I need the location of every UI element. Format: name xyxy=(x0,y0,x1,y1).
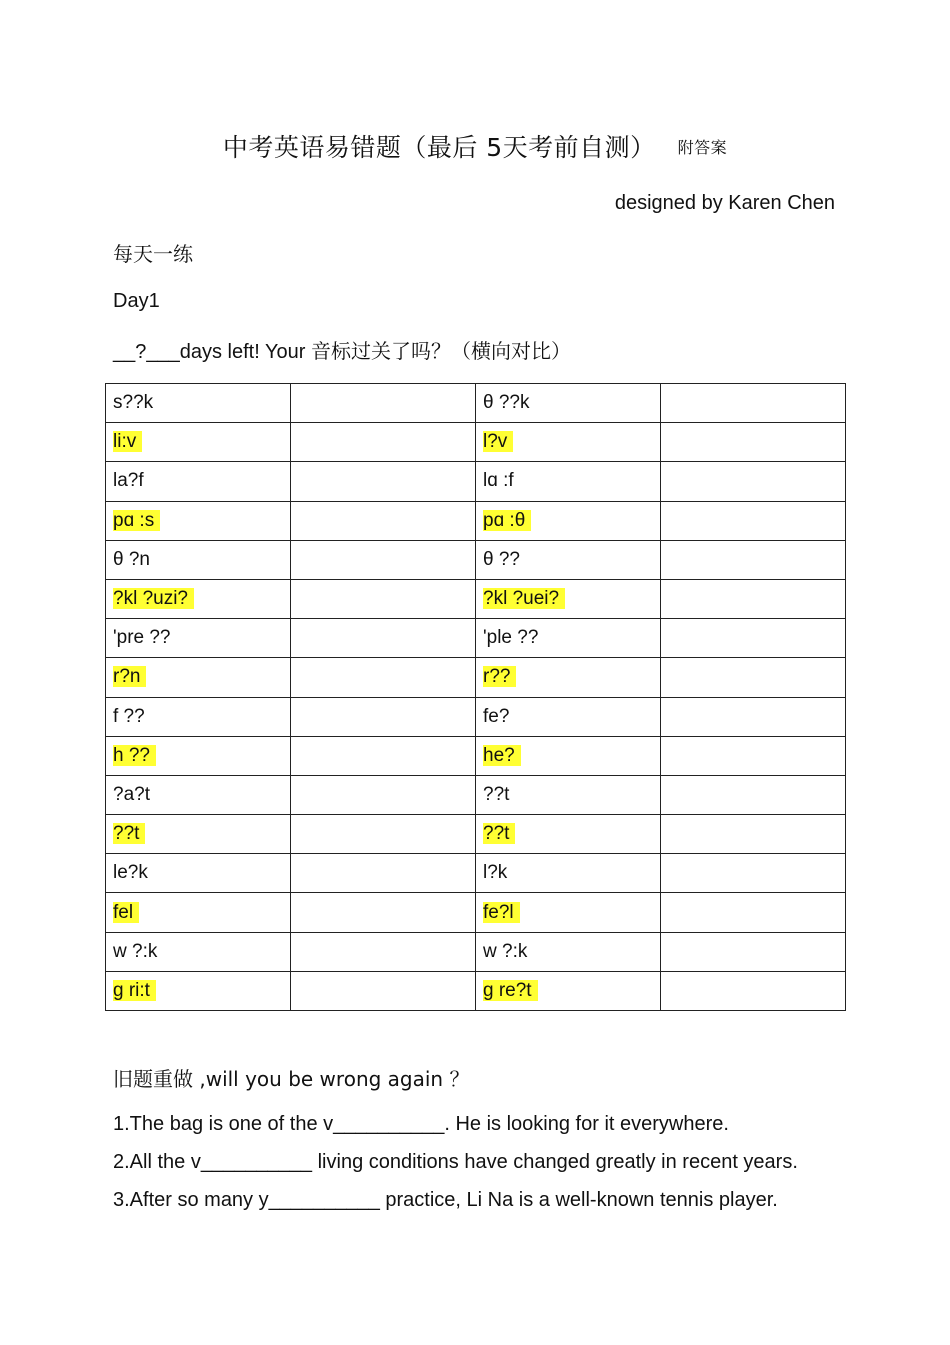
table-row xyxy=(106,619,846,658)
phonetic-text: fe? xyxy=(483,705,510,727)
answer-cell-left[interactable] xyxy=(291,423,476,462)
question-3: 3.After so many y__________ practice, Li Na is a well-known tennis player. xyxy=(113,1189,778,1211)
author-credit: designed by Karen Chen xyxy=(614,192,835,214)
phonetic-right xyxy=(476,384,661,423)
phonetic-left xyxy=(106,579,291,618)
answer-cell-left[interactable] xyxy=(291,932,476,971)
phonetic-text: g ri:t xyxy=(113,980,156,1001)
answer-cell-left[interactable] xyxy=(291,658,476,697)
table-row xyxy=(106,971,846,1010)
table-row xyxy=(106,815,846,854)
phonetic-text: θ ??k xyxy=(483,392,530,414)
answer-cell-left[interactable] xyxy=(291,697,476,736)
phonetic-text: 'pre ?? xyxy=(113,627,171,649)
answer-cell-left[interactable] xyxy=(291,579,476,618)
table-row xyxy=(106,736,846,775)
answer-cell-left[interactable] xyxy=(291,893,476,932)
table-row xyxy=(106,462,846,501)
phonetic-text: pɑ :s xyxy=(113,510,160,531)
answer-cell-right[interactable] xyxy=(661,462,846,501)
answer-cell-right[interactable] xyxy=(661,697,846,736)
phonetic-left xyxy=(106,462,291,501)
phonetic-left xyxy=(106,697,291,736)
table-row xyxy=(106,893,846,932)
phonetic-left xyxy=(106,384,291,423)
phonetic-text: ??t xyxy=(483,823,515,844)
daily-practice-label: 每天一练 xyxy=(113,242,193,266)
table-row xyxy=(106,854,846,893)
answer-cell-right[interactable] xyxy=(661,619,846,658)
table-row xyxy=(106,384,846,423)
phonetic-left xyxy=(106,893,291,932)
question-1: 1.The bag is one of the v__________. He is looking for it everywhere. xyxy=(113,1113,729,1135)
table-row xyxy=(106,501,846,540)
phonetic-text: ?a?t xyxy=(113,783,150,805)
phonetic-right xyxy=(476,697,661,736)
answer-cell-left[interactable] xyxy=(291,501,476,540)
answer-cell-left[interactable] xyxy=(291,815,476,854)
day-label: Day1 xyxy=(113,290,160,312)
phonetic-left xyxy=(106,619,291,658)
phonetic-text: ??t xyxy=(113,823,145,844)
phonetic-text: 'ple ?? xyxy=(483,627,539,649)
table-row xyxy=(106,658,846,697)
phonetic-text: ?kl ?uei? xyxy=(483,588,565,609)
answer-cell-right[interactable] xyxy=(661,658,846,697)
days-left-prompt: __?___days left! Your 音标过关了吗？（横向对比） xyxy=(113,341,571,363)
answer-cell-right[interactable] xyxy=(661,423,846,462)
phonetic-left xyxy=(106,775,291,814)
phonetic-right xyxy=(476,658,661,697)
phonetic-right xyxy=(476,736,661,775)
phonetic-text: r?n xyxy=(113,666,146,687)
phonetic-text: li:v xyxy=(113,431,142,452)
question-2: 2.All the v__________ living conditions have changed greatly in recent years. xyxy=(113,1151,798,1173)
phonetic-left xyxy=(106,736,291,775)
phonetic-right xyxy=(476,932,661,971)
phonetic-right xyxy=(476,540,661,579)
review-heading: 旧题重做 ,will you be wrong again ？ xyxy=(113,1067,470,1091)
phonetic-right xyxy=(476,815,661,854)
phonetic-text: h ?? xyxy=(113,745,156,766)
phonetic-right xyxy=(476,893,661,932)
table-row xyxy=(106,932,846,971)
phonetic-text: w ?:k xyxy=(113,940,158,962)
phonetic-right xyxy=(476,462,661,501)
answer-cell-right[interactable] xyxy=(661,775,846,814)
phonetic-right xyxy=(476,579,661,618)
phonetic-left xyxy=(106,501,291,540)
phonetic-text: l?k xyxy=(483,862,508,884)
table-row xyxy=(106,579,846,618)
phonetic-left xyxy=(106,971,291,1010)
phonetic-text: s??k xyxy=(113,392,154,414)
answer-cell-right[interactable] xyxy=(661,736,846,775)
phonetic-text: g re?t xyxy=(483,980,538,1001)
answer-cell-right[interactable] xyxy=(661,932,846,971)
answer-cell-left[interactable] xyxy=(291,736,476,775)
answer-cell-right[interactable] xyxy=(661,815,846,854)
phonetic-left xyxy=(106,854,291,893)
phonetic-left xyxy=(106,658,291,697)
phonetic-right xyxy=(476,619,661,658)
phonetic-text: ??t xyxy=(483,783,510,805)
phonetics-table-body xyxy=(106,384,846,1011)
table-row xyxy=(106,540,846,579)
answer-cell-left[interactable] xyxy=(291,854,476,893)
answer-cell-right[interactable] xyxy=(661,540,846,579)
phonetic-left xyxy=(106,540,291,579)
title-text: 中考英语易错题（最后 5天考前自测） xyxy=(222,133,656,162)
phonetic-right xyxy=(476,501,661,540)
answer-cell-left[interactable] xyxy=(291,619,476,658)
page-title xyxy=(0,128,950,164)
phonetic-text: la?f xyxy=(113,470,144,492)
answer-cell-right[interactable] xyxy=(661,854,846,893)
phonetic-right xyxy=(476,423,661,462)
phonetic-text: he? xyxy=(483,745,521,766)
phonetic-right xyxy=(476,971,661,1010)
answer-cell-right[interactable] xyxy=(661,893,846,932)
answer-cell-left[interactable] xyxy=(291,384,476,423)
answer-cell-left[interactable] xyxy=(291,971,476,1010)
table-row xyxy=(106,697,846,736)
answer-cell-right[interactable] xyxy=(661,384,846,423)
title-suffix: 附答案 xyxy=(677,137,728,157)
phonetic-text: pɑ :θ xyxy=(483,510,531,531)
answer-cell-right[interactable] xyxy=(661,579,846,618)
phonetic-text: lɑ :f xyxy=(483,470,514,492)
phonetic-text: w ?:k xyxy=(483,940,528,962)
phonetic-text: f ?? xyxy=(113,705,145,727)
phonetic-left xyxy=(106,932,291,971)
answer-cell-left[interactable] xyxy=(291,540,476,579)
phonetics-table xyxy=(105,383,846,1011)
phonetic-text: θ ?? xyxy=(483,548,520,570)
phonetic-left xyxy=(106,423,291,462)
phonetic-text: l?v xyxy=(483,431,513,452)
phonetic-text: r?? xyxy=(483,666,516,687)
phonetic-text: ?kl ?uzi? xyxy=(113,588,194,609)
answer-cell-right[interactable] xyxy=(661,971,846,1010)
phonetic-right xyxy=(476,775,661,814)
answer-cell-left[interactable] xyxy=(291,775,476,814)
phonetic-text: fe?l xyxy=(483,902,520,923)
table-row xyxy=(106,775,846,814)
phonetic-text: θ ?n xyxy=(113,548,150,570)
answer-cell-left[interactable] xyxy=(291,462,476,501)
phonetic-text: le?k xyxy=(113,862,148,884)
answer-cell-right[interactable] xyxy=(661,501,846,540)
phonetic-right xyxy=(476,854,661,893)
phonetic-text: fel xyxy=(113,902,139,923)
phonetic-left xyxy=(106,815,291,854)
table-row xyxy=(106,423,846,462)
